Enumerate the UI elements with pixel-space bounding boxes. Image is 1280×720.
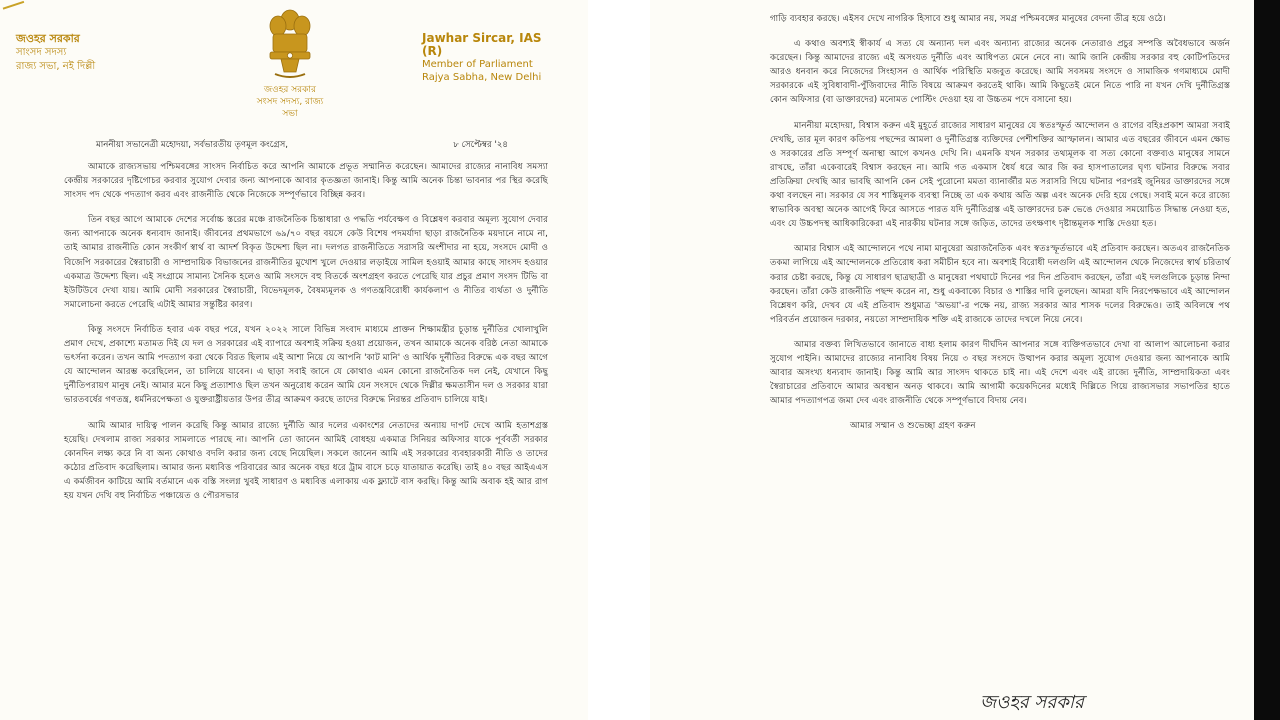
paragraph: আমার বক্তব্য লিখিতভাবে জানাতে বাধ্য হলাম কারণ দীর্ঘদিন আপনার সঙ্গে ব্যক্তিগতভাবে দেখা বা আলাপ আলোচনা করার সুযোগ পাইনি। আমাদের রাজ্যের নানাবিধ বিষয় নিয়ে ৩ বছর সংসদে উত্থাপন করার অমূল্য সুযোগ দেওয়ার জন্য আপনাকে আমি আবার অসংখ্য ধন্যবাদ জানাই। কিন্তু আমি আর সাংসদ থাকতে চাই না। এই দেশে এবং এই রাজ্যে দুর্নীতি, সাম্প্রদায়িকতা এবং স্বৈরাচারের প্রতিবাদে আমার অবস্থান অনড় থাকবে। আমি আগামী কয়েকদিনের মধ্যেই দিল্লিতে গিয়ে রাজ্যসভার সভাপতির হাতে আমার পদত্যাগপত্র জমা দেব এবং রাজনীতি থেকে সম্পূর্ণভাবে বিদায় নেব। xyxy=(770,339,1230,407)
letterhead-center-line2: সংসদ সদস্য, রাজ্য সভা xyxy=(256,97,324,119)
letter-body-page-2 xyxy=(770,12,1230,444)
letterhead-right-line2: Member of Parliament xyxy=(422,59,533,70)
paragraph: কিন্তু সংসদে নির্বাচিত হবার এক বছর পরে, যখন ২০২২ সালে বিভিন্ন সংবাদ মাধ্যমে প্রাক্তন শিক্ষামন্ত্রীর চূড়ান্ত দুর্নীতির খোলাখুলি প্রমাণ দেখে, প্রকাশ্যে মতামত দিই যে দল ও সরকারের এই ব্যাপারে অবশ্যই সক্রিয় হওয়া প্রয়োজন, তখন আমাকে অনেক বরিষ্ঠ নেতা আমাকে ভৎর্সনা করেন। তখন আমি পদত্যাগ করা থেকে বিরত ছিলাম এই আশা নিয়ে যে আপনি 'কাট মানি' ও আর্থিক দুর্নীতির বিরুদ্ধে এক বছর আগে যে আন্দোলন আরম্ভ করেছিলেন, তা চালিয়ে যাবেন। এ ছাড়া সবাই জানে যে কোথাও এমন কোনো রাজনৈতিক দল নেই, যেখানে কিছু দুর্নীতিপরায়ণ মানুষ নেই। আমার মনে কিছু প্রত্যাশাও ছিল তখন অনুরোধ করেন আমি যেন সংসদে থেকে দিল্লীর ক্ষমতাসীন দল ও সরকার যারা ভারতবর্ষের গণতন্ত্র, ধর্মনিরপেক্ষতা ও যুক্তরাষ্ট্রীয়তার উপর তীব্র আক্রমণ করছে তাদের বিরুদ্ধে নিরন্তর প্রতিবাদ চালিয়ে যাই। xyxy=(64,324,548,406)
letterhead-left-name: জওহর সরকার xyxy=(16,32,80,45)
lion-capital-icon xyxy=(265,6,315,84)
paragraph: এ কথাও অবশ্যই স্বীকার্য এ সত্য যে অন্যান্য দল এবং অন্যান্য রাজ্যের অনেক নেতারাও প্রচুর সম্পত্তি অবৈধভাবে অর্জন করেছেন। কিন্তু আমাদের রাজ্যে এই অসংযত দুর্নীতি এবং আধিপত্য মেনে নেবে না। আমি জানি কেন্দ্রীয় সরকার বহু কোটিপতিদের আরও ধনবান করে নিজেদের সিংহাসন ও আর্থিক পরিস্থিতি মজবুত করেছে। আমি সবসময় সংসদে ও সামাজিক গণমাধ্যমে মোদী সরকারকে এই সুবিধাবাদী-পুঁজিবাদের নীতি বিষয়ে আক্রমণ করতেই থাকি। আমি কিছুতেই মেনে নিতে পারি না যখন দেখি দুর্নীতিগ্রস্ত কোন অফিসার (বা ডাক্তারদের) মনোমত পোস্টিং দেওয়া হয় বা উচ্চতম পদে বসানো হয়। xyxy=(770,39,1230,106)
screen-edge xyxy=(1254,0,1280,720)
closing-line: আমার সম্মান ও শুভেচ্ছা গ্রহণ করুন xyxy=(850,421,976,432)
signature: জওহর সরকার xyxy=(980,692,1084,713)
paragraph: তিন বছর আগে আমাকে দেশের সর্বোচ্চ স্তরের মঞ্চে রাজনৈতিক চিন্তাধারা ও পদ্ধতি পর্যবেক্ষণ ও বিশ্লেষণ করবার অমূল্য সুযোগ দেবার জন্য আপনাকে অনেক ধন্যবাদ জানাই। জীবনের প্রথমভাগে ৬৯/৭০ বছর বয়সে কেউ বিশেষ পদমর্যাদা ছাড়া রাজনৈতিক ময়দানে নামে না, তাই আমার রাজনীতি কোন সংকীর্ণ স্বার্থ বা আদর্শ বিকৃত উদ্দেশ্য ছিল না। দলগত রাজনীতিতে সরাসরি অংশীদার না হয়ে, সংসদে মোদী ও বিজেপি সরকারের স্বৈরাচারী ও সাম্প্রদায়িক বিভাজনের রাজনীতির মুখোশ খুলে দেওয়ার লড়াইয়ে সামিল হওয়াই আমার কাছে সাংসদ হওয়ার একমাত্র উদ্দেশ্য ছিল। এই সংগ্রামে সামান্য সৈনিক হলেও আমি সংসদে বহু বিতর্কে অংশগ্রহণ করতে পেরেছি যার প্রচুর প্রমাণ সংসদ টিভি বা ইউটিউবে দেখা যায়। আমি মোদী সরকারের স্বৈরাচারী, বিভেদমূলক, বৈষম্যমূলক ও গণতন্ত্রবিরোধী কার্যকলাপ ও নীতির ব্যর্থতা ও দুর্নীতি সমালোচনা করতে পেরেছি এটাই আমার সন্তুষ্টির কারণ। xyxy=(64,215,548,310)
letterhead-right-line3: Rajya Sabha, New Delhi xyxy=(422,72,542,83)
paragraph: মাননীয়া মহোদয়া, বিশ্বাস করুন এই মুহূর্তে রাজ্যের সাধারণ মানুষের যে স্বতঃস্ফূর্ত আন্দোলন ও রাগের বহিঃপ্রকাশ আমরা সবাই দেখছি, তার মূল কারণ কতিপয় পছন্দের আমলা ও দুর্নীতিগ্রস্ত ব্যক্তিদের পেশীশক্তির আস্ফালন। আমার এত বছরের জীবনে এমন ক্ষোভ ও সরকারের প্রতি সম্পূর্ণ অনাস্থা আগে কখনও দেখি নি। এমনকি যখন সরকার তথ্যমূলক বা সত্য কোনো বক্তব্যও মানুষের সামনে রাখছে, তাঁরা একেবারেই বিশ্বাস করছেন না। আমি গত একমাস ধৈর্য ধরে আর জি কর হাসপাতালের ঘৃণ্য ঘটনার বিরুদ্ধে সবার প্রতিক্রিয়া দেখছি আর ভাবছি আপনি কেন সেই পুরোনো মমতা ব্যানার্জীর মত সরাসরি গিয়ে ঘটনার পরপরই জুনিয়র ডাক্তারদের সঙ্গে কথা বলছেন না। সরকার যে সব শাস্তিমূলক ব্যবস্থা নিচ্ছে তা এক কথায় অতি অল্প এবং অনেক দেরি হয়ে গেছে। সবাই মনে করে রাজ্যে স্বাভাবিক অবস্থা অনেক আগেই ফিরে আসতে পারত যদি দুর্নীতিগ্রস্ত এই ডাক্তারদের চক্র ভেঙে দেওয়ার সময়োচিত সিদ্ধান্ত নেওয়া হত, এবং যে উচ্চপদস্থ আধিকারিকেরা এই নারকীয় ঘটনার সঙ্গে জড়িত, তাদের তৎক্ষণাৎ দৃষ্টান্তমূলক শাস্তি দেওয়া হত। xyxy=(770,120,1230,230)
paragraph: আমাকে রাজ্যসভায় পশ্চিমবঙ্গের সাংসদ নির্বাচিত করে আপনি আমাকে প্রভূত সম্মানিত করেছেন। আমাদের রাজ্যের নানাবিধ সমস্যা কেন্দ্রীয় সরকারের দৃষ্টিগোচর করবার সুযোগ দেবার জন্য আপনাকে আবার কৃতজ্ঞতা জানাই। কিন্তু আমি অনেক চিন্তা ভাবনার পর স্থির করেছি সাংসদ পদ থেকে পদত্যাগ করব এবং রাজনীতি থেকে নিজেকে সম্পূর্ণভাবে বিচ্ছিন্ন করব। xyxy=(64,162,548,201)
salutation: মাননীয়া সভানেত্রী মহোদয়া, সর্বভারতীয় তৃণমূল কংগ্রেস, xyxy=(96,140,289,150)
paragraph: গাড়ি ব্যবহার করছে। এইসব দেখে নাগরিক হিসাবে শুধু আমার নয়, সমগ্র পশ্চিমবঙ্গের মানুষের বেদনা তীব্র হয়ে ওঠে। xyxy=(770,14,1166,24)
letter-page-1 xyxy=(0,0,588,720)
letterhead-left-line3: রাজ্য সভা, নই দিল্লী xyxy=(16,61,96,72)
letter-page-2 xyxy=(650,0,1254,720)
letterhead-right-name: Jawhar Sircar, IAS (R) xyxy=(422,31,542,58)
letterhead-left-line2: সাংসদ সদস্য xyxy=(16,47,67,58)
paragraph: আমি আমার দায়িত্ব পালন করেছি কিন্তু আমার রাজ্যে দুর্নীতি আর দলের একাংশের নেতাদের অন্যায় দাপট দেখে আমি হতাশগ্রস্ত হয়েছি। দেখলাম রাজ্য সরকার সামলাতে পারছে না। আপনি তো জানেন আমিই বোধহয় একমাত্র সিনিয়র অফিসার যাকে পূর্ববর্তী সরকার কোনদিন লক্ষ্য করে নি বা অন্য কোথাও বদলি করার জন্য বেছে নিয়েছিল। সকলে জানেন আমি এই সরকারের ব্যবহারকারী নীতি ও তাদের কঠোর প্রতিবাদ করেছিলাম। আমার জন্য মধ্যবিত্ত পরিবারের আর অনেক বছর ধরে ট্রাম বাসে চড়ে যাতায়াত করেছি। তাই ৪০ বছর আইএএস এ কর্মজীবন কাটিয়ে আমি বর্তমানে এক বস্তি সংলগ্ন খুবই সাধারণ ও মধ্যবিত্ত এলাকায় এক ফ্ল্যাটে বাস করছি। কিন্তু আমি অবাক হই আর রাগ হয় যখন দেখি বহু নির্বাচিত পঞ্চায়েত ও পৌরসভার xyxy=(64,420,548,501)
letterhead-left xyxy=(16,32,95,74)
letter-date: ৮ সেপ্টেম্বর '২৪ xyxy=(453,140,508,150)
corner-mark xyxy=(3,1,28,19)
paragraph: আমার বিশ্বাস এই আন্দোলনে পথে নামা মানুষেরা অরাজনৈতিক এবং স্বতঃস্ফূর্তভাবে এই প্রতিবাদ করছেন। অতএব রাজনৈতিক তকমা লাগিয়ে এই আন্দোলনকে প্রতিরোধ করা সমীচীন হবে না। অবশ্যই বিরোধী দলগুলি এই আন্দোলন থেকে নিজেদের স্বার্থ চরিতার্থ করার চেষ্টা করছে, কিন্তু যে সাধারণ ছাত্রছাত্রী ও মানুষেরা পথঘাটে দিনের পর দিন প্রতিবাদ করছেন, তাঁরা এই দলগুলিকে চূড়ান্ত নিন্দা করছেন। তাঁরা কেউ রাজনীতি পছন্দ করেন না, শুধু একবাক্যে বিচার ও শাস্তির দাবি তুলছেন। আমরা যদি নিরপেক্ষভাবে এই আন্দোলন বিশ্লেষণ করি, দেখব যে এই প্রতিবাদ শুধুমাত্র 'অভয়া'-র পক্ষে নয়, রাজ্য সরকার আর শাসক দলের বিরুদ্ধেও। তাই অবিলম্বে পথ পরিবর্তন প্রয়োজন দরকার, নয়তো সাম্প্রদায়িক শক্তি এই রাজ্যকে তাদের দখলে নিয়ে নেবে। xyxy=(770,244,1230,325)
national-emblem xyxy=(248,6,332,119)
page-gap xyxy=(588,0,650,720)
salutation-line xyxy=(96,138,536,152)
letterhead-right xyxy=(422,32,562,84)
letter-body-page-1 xyxy=(64,160,548,514)
letterhead-center-line1: জওহর সরকার xyxy=(264,85,316,95)
